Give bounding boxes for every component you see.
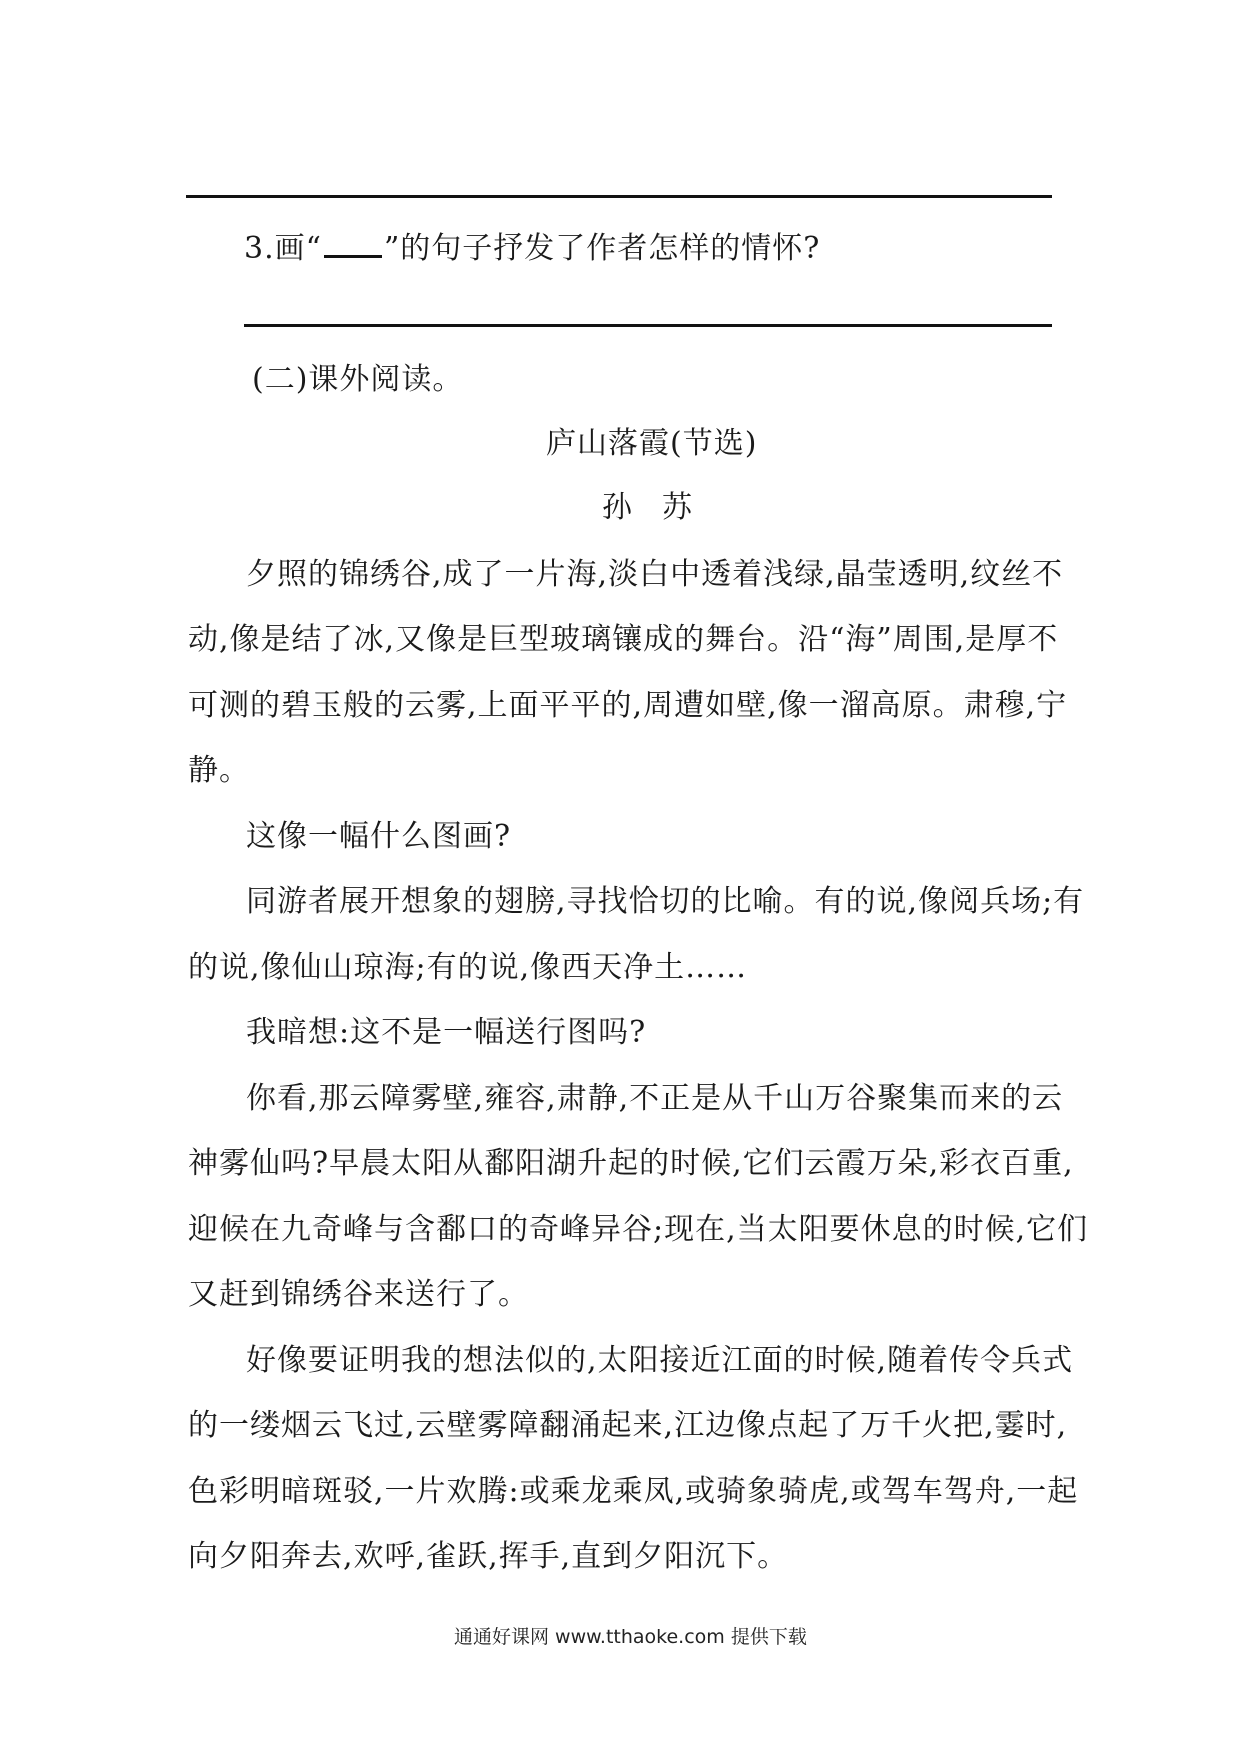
paragraph-line: 我暗想:这不是一幅送行图吗? [246,1015,647,1050]
question-3 [244,229,820,269]
question-3-prefix: 3.画“ [244,231,322,266]
paragraph-line: 夕照的锦绣谷,成了一片海,淡白中透着浅绿,晶莹透明,纹丝不 [246,557,1064,592]
paragraph-line: 动,像是结了冰,又像是巨型玻璃镶成的舞台。沿“海”周围,是厚不 [188,622,1059,657]
paragraph-line: 色彩明暗斑驳,一片欢腾:或乘龙乘凤,或骑象骑虎,或驾车驾舟,一起 [188,1474,1079,1509]
paragraph-line: 你看,那云障雾壁,雍容,肃静,不正是从千山万谷聚集而来的云 [246,1081,1064,1116]
footer-text: 通通好课网 www.tthaoke.com 提供下载 [454,1626,807,1648]
paragraph-line: 静。 [188,753,250,788]
answer-line-top [186,195,1052,198]
paragraph-line: 又赶到锦绣谷来送行了。 [188,1277,529,1312]
paragraph-line: 这像一幅什么图画? [246,819,512,854]
answer-line-question-3 [244,324,1052,327]
paragraph-line: 神雾仙吗?早晨太阳从鄱阳湖升起的时候,它们云霞万朵,彩衣百重, [188,1146,1074,1181]
section-heading: (二)课外阅读。 [252,362,464,397]
paragraph-line: 的说,像仙山琼海;有的说,像西天净土…… [188,950,748,985]
paragraph-line: 的一缕烟云飞过,云壁雾障翻涌起来,江边像点起了万千火把,霎时, [188,1408,1068,1443]
paragraph-line: 迎候在九奇峰与含鄱口的奇峰异谷;现在,当太阳要休息的时候,它们 [188,1212,1089,1247]
paragraph-line: 可测的碧玉般的云雾,上面平平的,周遭如壁,像一溜高原。肃穆,宁 [188,688,1068,723]
paragraph-line: 好像要证明我的想法似的,太阳接近江面的时候,随着传令兵式 [246,1343,1074,1378]
paragraph-line: 向夕阳奔去,欢呼,雀跃,挥手,直到夕阳沉下。 [188,1539,789,1574]
underline-blank-mark [324,229,382,258]
article-author: 孙苏 [602,490,722,525]
paragraph-line: 同游者展开想象的翅膀,寻找恰切的比喻。有的说,像阅兵场;有 [246,884,1085,919]
question-3-suffix: ”的句子抒发了作者怎样的情怀? [383,231,821,266]
article-title: 庐山落霞(节选) [546,426,758,461]
